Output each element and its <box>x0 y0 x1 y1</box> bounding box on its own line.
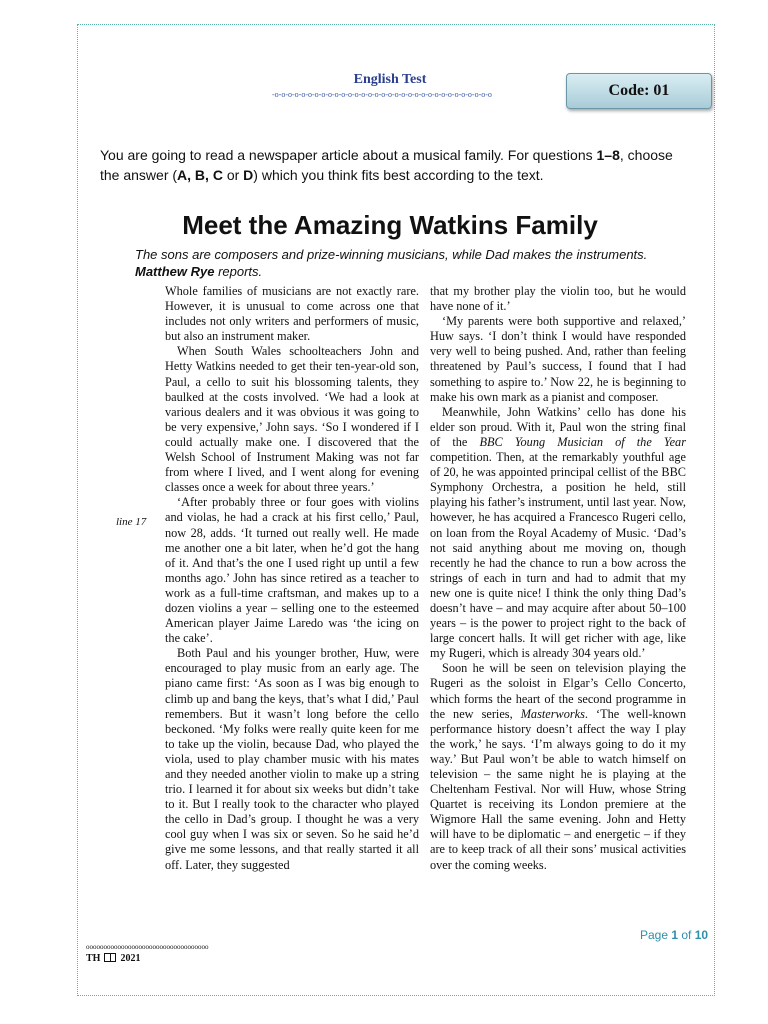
code-badge <box>566 73 712 109</box>
competition-name: BBC Young Musician of the Year <box>479 434 686 449</box>
page-label: Page <box>640 928 672 942</box>
article-right-column <box>430 284 686 873</box>
page-total: 10 <box>694 928 709 942</box>
instructions-text: You are going to read a newspaper article about a musical family. For questions <box>100 147 597 163</box>
paragraph: ‘My parents were both supportive and relaxed,’ Huw says. ‘I don’t think I would have responded very well to being pushed. And, rather than feeling threatened by Paul’s success, I found that I had something to aspire to.’ Now 22, he is beginning to make his own mark as a pianist and composer. <box>430 314 686 404</box>
paragraph: When South Wales schoolteachers John and Hetty Watkins needed to get their ten-year-old son, Paul, a cello to suit his blossoming talents, they baulked at the costs involved. ‘We had a look at various dealers and it was obvious it was going to be very expensive,’ John says. ‘So I wondered if I could actually make one. I discovered that the Welsh School of Instrument Making was not far from where I lived, and I went along for evening classes once a week for about three years.’ <box>165 344 419 495</box>
paragraph: Both Paul and his younger brother, Huw, were encouraged to play music from an early age. The piano came first: ‘As soon as I was big enough to climb up and bang the keys, that’s what I did,’ Paul remembers. But it wasn’t long before the cello beckoned. ‘My folks were really quite keen for me to take up the violin, because Dad, who played the viola, used to play chamber music with his mates and they needed another violin to make up a string trio. I learned it for about six weeks but didn’t take to it. But I really took to the character who played the cello in Dad’s group. I thought he was a very cool guy when I was six or seven. So he said he’d give me some lessons, and that really started it all off. Later, they suggested <box>165 646 419 872</box>
instructions <box>100 145 680 185</box>
footer-tag <box>86 953 140 964</box>
article-left-column <box>165 284 419 873</box>
test-title: English Test <box>353 72 427 87</box>
article-subtitle: The sons are composers and prize-winning musicians, while Dad makes the instruments. <box>135 247 648 262</box>
decorative-divider: -o-o-o-o-o-o-o-o-o-o-o-o-o-o-o-o-o-o-o-o-o-o-o-o-o-o-o-o-o-o-o-o-o <box>272 92 492 98</box>
footer-initials: TH <box>86 953 101 964</box>
instructions-text: , choose the answer ( <box>100 147 673 183</box>
page-current: 1 <box>671 928 679 942</box>
byline <box>135 263 435 280</box>
paragraph-text: Soon he will be seen on television playing the Rugeri as the soloist in Elgar’s Cello Concerto, which forms the heart of the second programme in the new series, <box>430 661 686 721</box>
line-marker: line 17 <box>116 516 147 528</box>
paragraph-text: Meanwhile, John Watkins’ cello has done his elder son proud. With it, Paul won the string final of the <box>430 404 686 449</box>
paragraph: that my brother play the violin too, but he would have none of it.’ <box>430 284 686 314</box>
instructions-text: ) which you think fits best according to the text. <box>253 167 544 183</box>
paragraph-text: competition. Then, at the remarkably youthful age of 20, he was appointed principal cellist of the BBC Symphony Orchestra, a position he held, still playing his father’s instrument, until last year. Now, however, he has acquired a Francesco Rugeri cello, on loan from the Royal Academy of Music. ‘Dad’s not said anything about me moving on, though recently he had the chance to run a bow across the strings of each in turn and had to admit that my new one is quite nice! I think the only thing Dad’s doesn’t have – and may acquire after about 50–100 years – is the power to project right to the back of large concert halls. It will get richer with age, like my Rugeri, which is already 304 years old.’ <box>430 450 686 661</box>
page-indicator <box>640 928 708 942</box>
answer-options: A, B, C <box>177 167 223 183</box>
code-label: Code: 01 <box>608 82 670 99</box>
instructions-text: or <box>222 167 244 183</box>
book-icon <box>104 953 116 962</box>
series-name: Masterworks <box>520 706 585 721</box>
question-range: 1–8 <box>596 147 620 163</box>
page-label-of: of <box>678 928 695 942</box>
byline-suffix: reports. <box>214 264 263 279</box>
paragraph <box>430 405 686 662</box>
answer-option-last: D <box>243 167 254 183</box>
footer-divider: ooooooooooooooooooooooooooooooooooo <box>86 944 209 950</box>
paragraph: ‘After probably three or four goes with violins and violas, he had a crack at his first cello,’ Paul, now 28, adds. ‘It turned out really well. He made me another one a bit later, when he’d got the hang of it. And that’s the one I used right up until a few months ago.’ John has since retired as a teacher to work as a full-time craftsman, and makes up to a dozen violins a year – selling one to the esteemed American player Jaime Laredo was ‘the icing on the cake’. <box>165 495 419 646</box>
author-name: Matthew Rye <box>135 264 215 279</box>
paragraph-text: . ‘The well-known performance history doesn’t affect the way I play the work,’ he says. ‘I’m always going to do it my way.’ But Paul won’t be able to watch himself on television – the same night he is playing at the Cheltenham Festival. Nor will Huw, whose String Quartet is receiving its London premiere at the Wigmore Hall the same evening. John and Hetty will have to be diplomatic – and energetic – if they are to keep track of all their sons’ musical activities over the coming weeks. <box>430 706 686 872</box>
article-title: Meet the Amazing Watkins Family <box>182 210 598 240</box>
paragraph <box>430 661 686 872</box>
paragraph: Whole families of musicians are not exactly rare. However, it is unusual to come across one that includes not only writers and performers of music, but also an instrument maker. <box>165 284 419 344</box>
footer-year: 2021 <box>120 953 141 964</box>
